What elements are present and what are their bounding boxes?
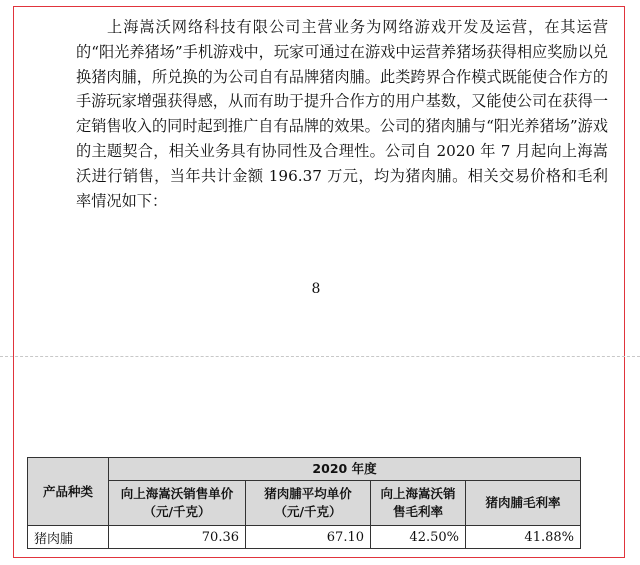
transaction-table-wrapper: [27, 457, 581, 549]
page-number: 8: [311, 281, 321, 297]
cell-avg-unit-price: 67.10: [246, 526, 371, 549]
header-product-type: 产品种类: [28, 458, 109, 526]
table-subheader-row: [28, 481, 581, 526]
header-avg-margin: 猪肉脯毛利率: [466, 481, 581, 526]
table-header-row: [28, 458, 581, 481]
header-year: 2020 年度: [109, 458, 581, 481]
header-avg-unit-price: 猪肉脯平均单价（元/千克）: [246, 481, 371, 526]
header-songwo-unit-price: 向上海嵩沃销售单价（元/千克）: [109, 481, 246, 526]
cell-product: 猪肉脯: [28, 526, 109, 549]
cell-songwo-unit-price: 70.36: [109, 526, 246, 549]
cell-avg-margin: 41.88%: [466, 526, 581, 549]
table-row: [28, 526, 581, 549]
page-break-divider: [0, 356, 640, 357]
header-songwo-margin: 向上海嵩沃销售毛利率: [371, 481, 466, 526]
transaction-table: [27, 457, 581, 549]
cell-songwo-margin: 42.50%: [371, 526, 466, 549]
paragraph-text: 上海嵩沃网络科技有限公司主营业务为网络游戏开发及运营，在其运营的“阳光养猪场”手机游戏中，玩家可通过在游戏中运营养猪场获得相应奖励以兑换猪肉脯，所兑换的为公司自有品牌猪肉脯。此类跨界合作模式既能使合作方的手游玩家增强获得感，从而有助于提升合作方的用户基数，又能使公司在获得一定销售收入的同时起到推广自有品牌的效果。公司的猪肉脯与“阳光养猪场”游戏的主题契合，相关业务具有协同性及合理性。公司自 2020 年 7 月起向上海嵩沃进行销售，当年共计金额 196.37 万元，均为猪肉脯。相关交易价格和毛利率情况如下：: [76, 18, 608, 210]
body-paragraph: [76, 15, 608, 213]
